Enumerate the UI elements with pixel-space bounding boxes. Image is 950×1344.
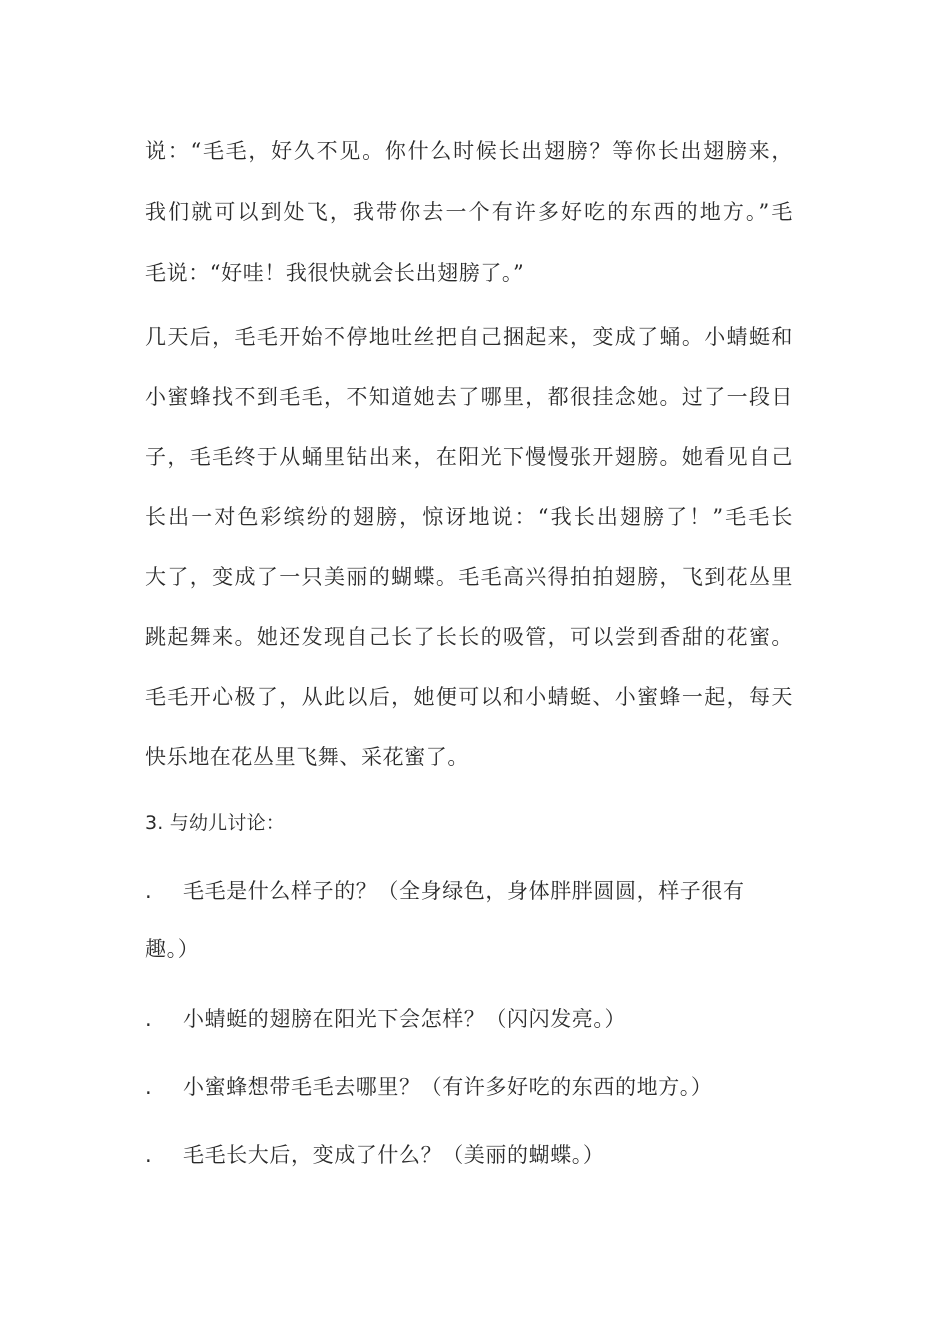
paragraph2-line-5: 大了，变成了一只美丽的蝴蝶。毛毛高兴得拍拍翅膀，飞到花丛里 <box>145 565 793 589</box>
paragraph2-line-6: 跳起舞来。她还发现自己长了长长的吸管，可以尝到香甜的花蜜。 <box>145 625 793 649</box>
question-item-4 <box>145 1140 793 1170</box>
paragraph2-line-7: 毛毛开心极了，从此以后，她便可以和小蜻蜓、小蜜蜂一起，每天 <box>145 685 793 709</box>
question-3-text: 小蜜蜂想带毛毛去哪里？（有许多好吃的东西的地方。） <box>183 1075 713 1099</box>
paragraph2-line-4: 长出一对色彩缤纷的翅膀，惊讶地说：“我长出翅膀了！”毛毛长 <box>145 505 793 529</box>
bullet-marker: . <box>145 879 153 903</box>
paragraph2-line-1: 几天后，毛毛开始不停地吐丝把自己捆起来，变成了蛹。小蜻蜓和 <box>145 325 793 349</box>
question-4-text: 毛毛长大后，变成了什么？（美丽的蝴蝶。） <box>183 1143 605 1167</box>
bullet-marker: . <box>145 1075 153 1099</box>
paragraph1-line-2: 我们就可以到处飞，我带你去一个有许多好吃的东西的地方。”毛 <box>145 200 793 224</box>
paragraph1-line-1: 说：“毛毛，好久不见。你什么时候长出翅膀？等你长出翅膀来， <box>145 139 793 163</box>
section3-heading: 3. 与幼儿讨论： <box>145 812 285 834</box>
bullet-marker: . <box>145 1143 153 1167</box>
question-item-1 <box>145 876 793 906</box>
bullet-marker: . <box>145 1007 153 1031</box>
question-1-continuation: 趣。） <box>145 937 200 961</box>
question-item-2 <box>145 1004 793 1034</box>
paragraph2-line-2: 小蜜蜂找不到毛毛，不知道她去了哪里，都很挂念她。过了一段日 <box>145 385 793 409</box>
paragraph2-line-8: 快乐地在花丛里飞舞、采花蜜了。 <box>145 745 469 769</box>
question-1-text: 毛毛是什么样子的？（全身绿色，身体胖胖圆圆，样子很有 <box>183 879 745 903</box>
question-2-text: 小蜻蜓的翅膀在阳光下会怎样？（闪闪发亮。） <box>183 1007 627 1031</box>
paragraph1-line-3: 毛说：“好哇！我很快就会长出翅膀了。” <box>145 261 525 285</box>
question-item-3 <box>145 1072 793 1102</box>
paragraph2-line-3: 子，毛毛终于从蛹里钻出来，在阳光下慢慢张开翅膀。她看见自己 <box>145 445 793 469</box>
